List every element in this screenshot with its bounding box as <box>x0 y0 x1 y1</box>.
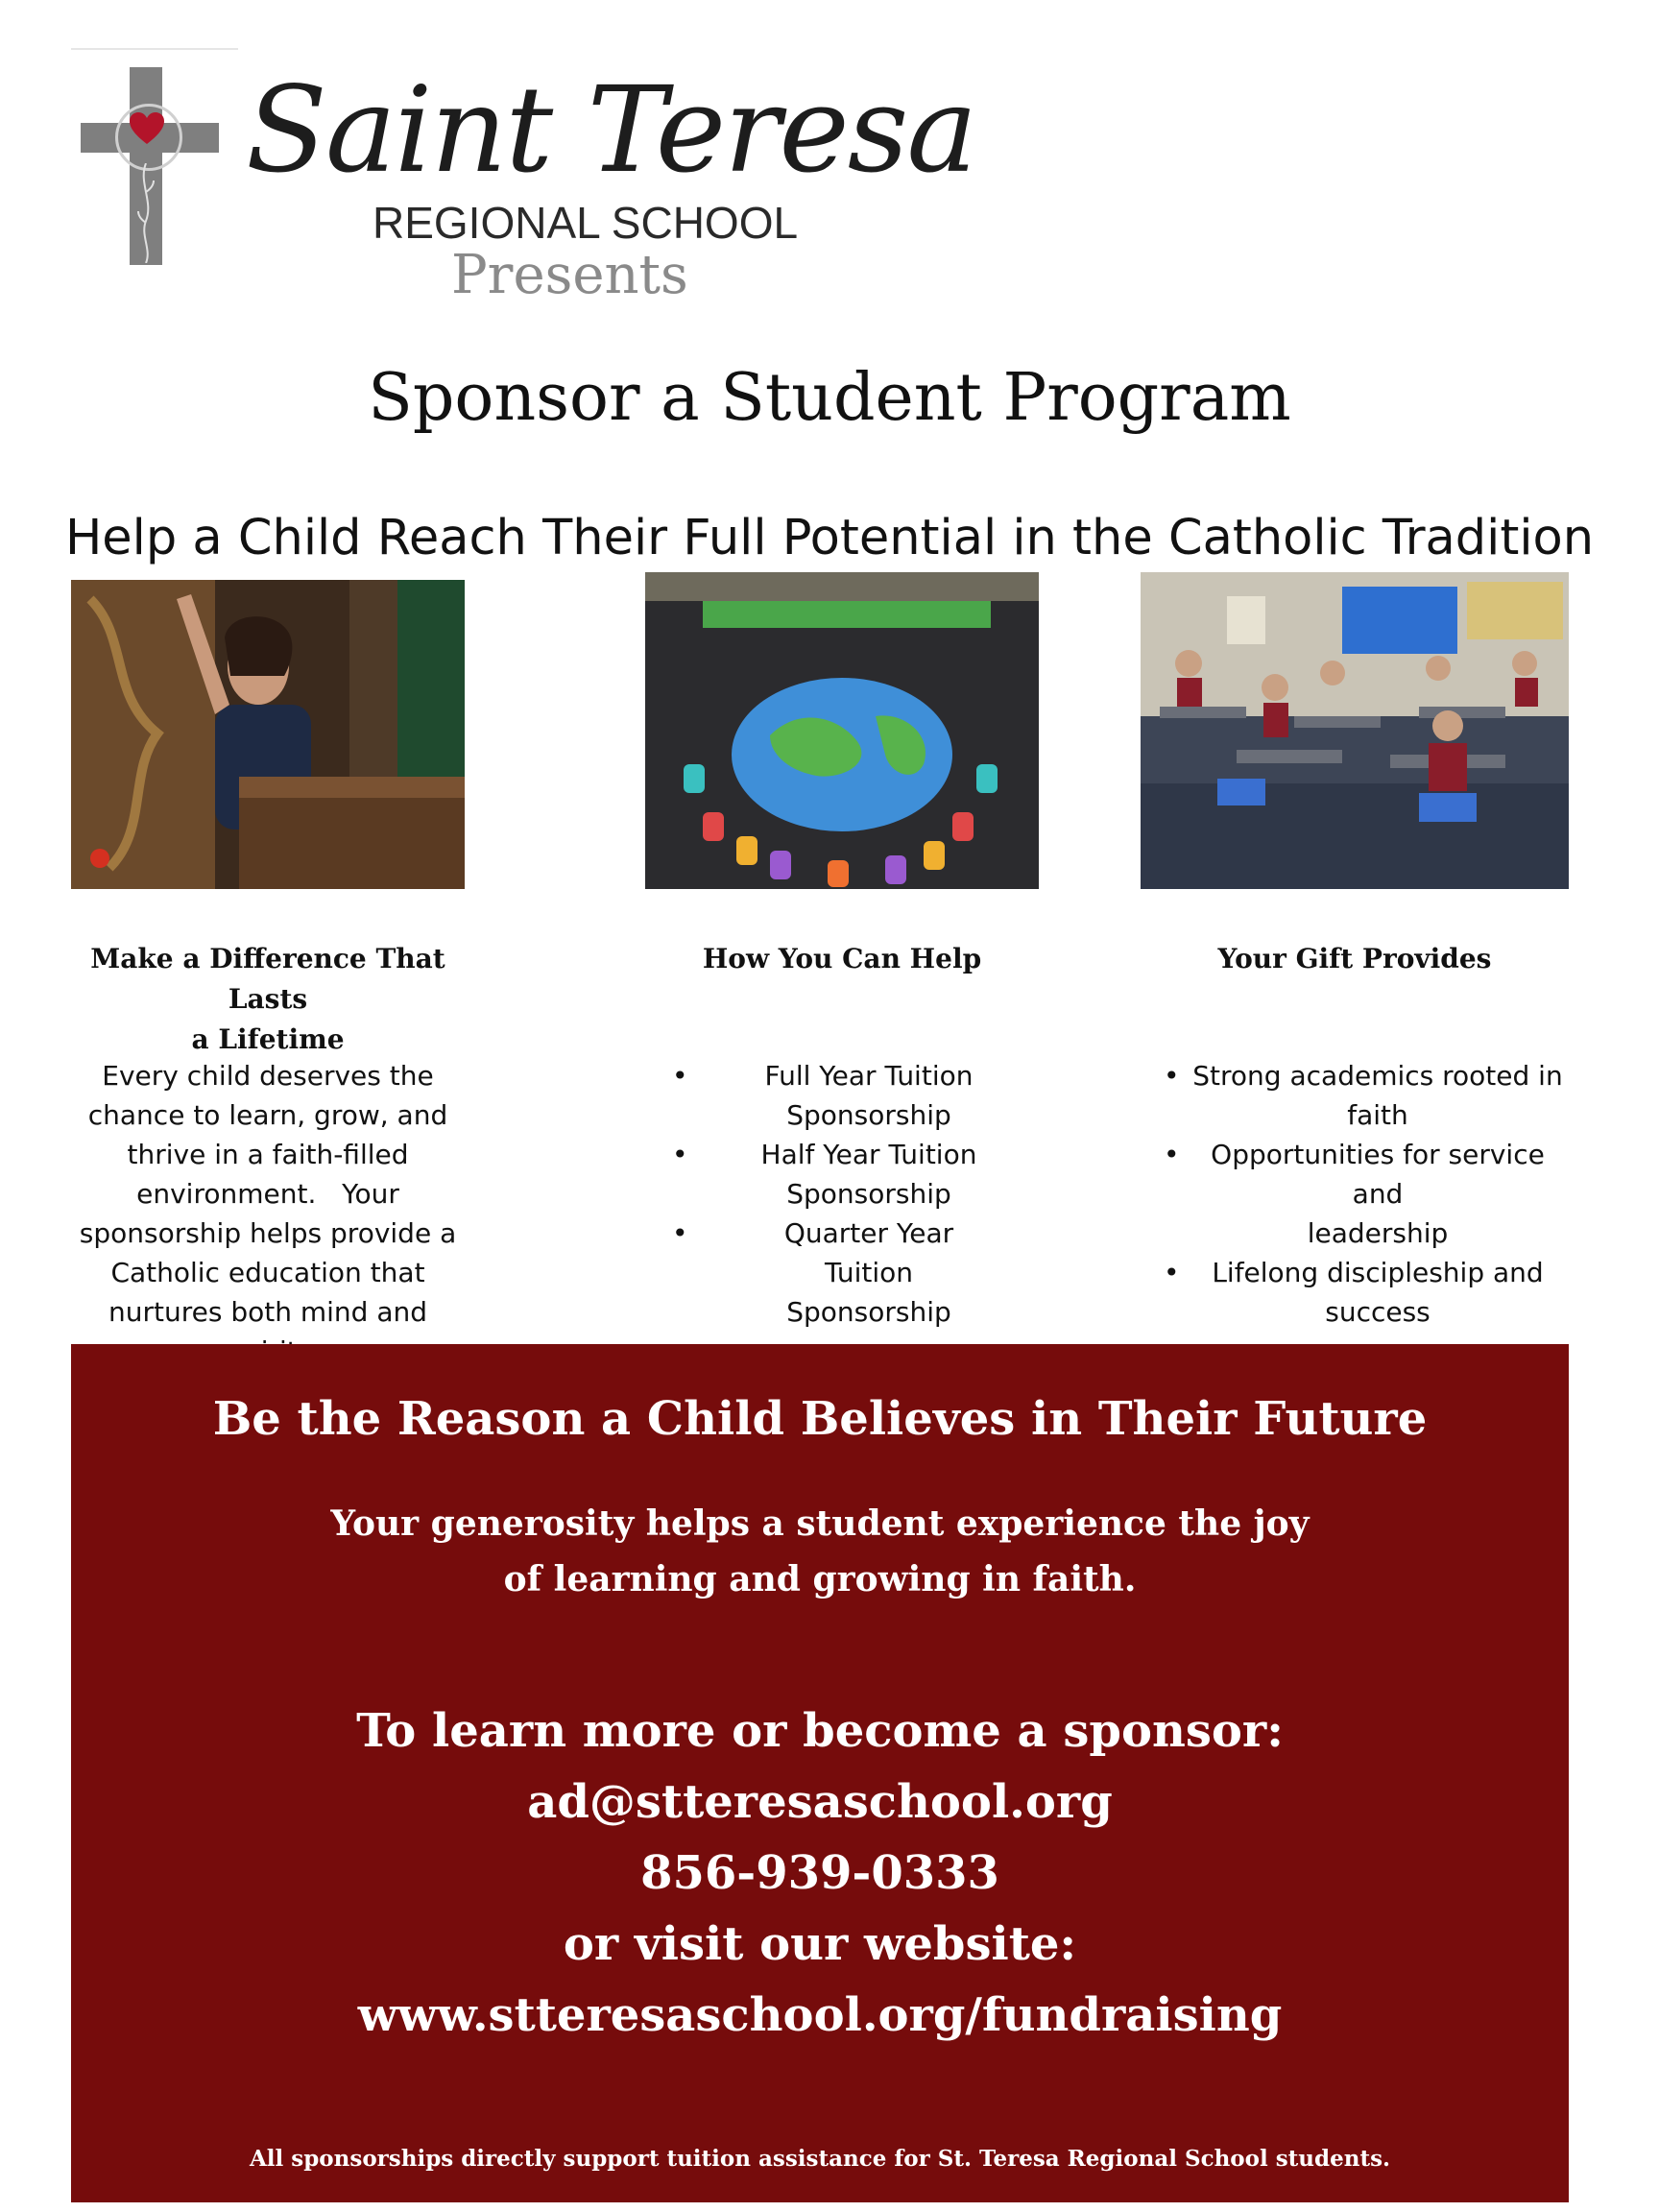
paragraph-line: thrive in a faith-filled <box>127 1139 409 1170</box>
list-item-line: Lifelong discipleship and <box>1212 1257 1544 1288</box>
list-item-line: Full Year Tuition <box>764 1060 974 1092</box>
website-intro: or visit our website: <box>563 1917 1077 1971</box>
difference-paragraph <box>71 1056 465 1371</box>
list-item-line: Sponsorship <box>786 1178 951 1210</box>
list-item-line: leadership <box>1307 1217 1449 1249</box>
heading-line: Make a Difference That Lasts <box>90 943 445 1015</box>
panel-footnote: All sponsorships directly support tuition assistance for St. Teresa Regional School students. <box>249 2146 1391 2172</box>
list-item-line: Half Year Tuition <box>760 1139 977 1170</box>
heading-line: a Lifetime <box>191 1023 345 1055</box>
generosity-line: Your generosity helps a student experience the joy <box>330 1503 1310 1544</box>
list-item <box>672 1214 998 1332</box>
panel-contact-block <box>71 1695 1569 2051</box>
list-item-line: Quarter Year Tuition <box>783 1217 954 1288</box>
bullet-icon: • <box>1164 1257 1180 1288</box>
vine-icon <box>136 163 156 263</box>
list-item-line: Sponsorship <box>786 1099 951 1131</box>
logo-subtitle: REGIONAL SCHOOL <box>373 198 799 248</box>
bullet-icon: • <box>672 1217 688 1249</box>
list-item <box>1164 1135 1565 1253</box>
bullet-icon: • <box>672 1060 688 1092</box>
contact-phone[interactable]: 856-939-0333 <box>640 1846 999 1900</box>
generosity-line: of learning and growing in faith. <box>503 1559 1137 1599</box>
column-heading-difference <box>71 939 465 1060</box>
heart-icon <box>129 111 165 146</box>
website-link[interactable]: www.stteresaschool.org/fundraising <box>357 1988 1283 2042</box>
presents-text: Presents <box>451 244 688 306</box>
paragraph-line: environment. Your <box>136 1178 399 1210</box>
paragraph-line: nurtures both mind and <box>108 1296 428 1328</box>
top-divider <box>71 48 238 50</box>
paragraph-line: sponsorship helps provide a <box>79 1217 457 1249</box>
page-title: Sponsor a Student Program <box>368 360 1291 436</box>
list-item <box>1164 1253 1565 1332</box>
paragraph-line: Every child deserves the <box>102 1060 434 1092</box>
list-item-line: Strong academics rooted in <box>1192 1060 1563 1092</box>
logo-script-text: Saint Teresa <box>246 61 976 200</box>
photo-globe-playground <box>645 572 1039 889</box>
photo-classroom <box>1141 572 1569 889</box>
paragraph-line: Catholic education that <box>110 1257 425 1288</box>
sponsorship-options-list <box>672 1056 998 1332</box>
list-item <box>672 1056 998 1135</box>
column-heading-your-gift-provides: Your Gift Provides <box>1217 943 1492 974</box>
list-item-line: Sponsorship <box>786 1296 951 1328</box>
list-item-line: faith <box>1347 1099 1408 1131</box>
bullet-icon: • <box>1164 1060 1180 1092</box>
list-item <box>672 1135 998 1214</box>
list-item <box>1164 1056 1565 1135</box>
photo-student-lectern <box>71 580 465 889</box>
contact-intro: To learn more or become a sponsor: <box>356 1704 1284 1758</box>
bullet-icon: • <box>1164 1139 1180 1170</box>
column-heading-how-you-can-help: How You Can Help <box>702 943 982 974</box>
panel-generosity-text <box>71 1496 1569 1607</box>
gift-benefits-list <box>1164 1056 1565 1332</box>
contact-email-link[interactable]: ad@stteresaschool.org <box>527 1775 1113 1829</box>
bullet-icon: • <box>672 1139 688 1170</box>
list-item-line: success <box>1325 1296 1431 1328</box>
panel-headline: Be the Reason a Child Believes in Their Future <box>212 1392 1428 1446</box>
list-item-line: Opportunities for service and <box>1211 1139 1545 1210</box>
page-subtitle: Help a Child Reach Their Full Potential in the Catholic Tradition <box>64 510 1595 566</box>
paragraph-line: chance to learn, grow, and <box>87 1099 448 1131</box>
